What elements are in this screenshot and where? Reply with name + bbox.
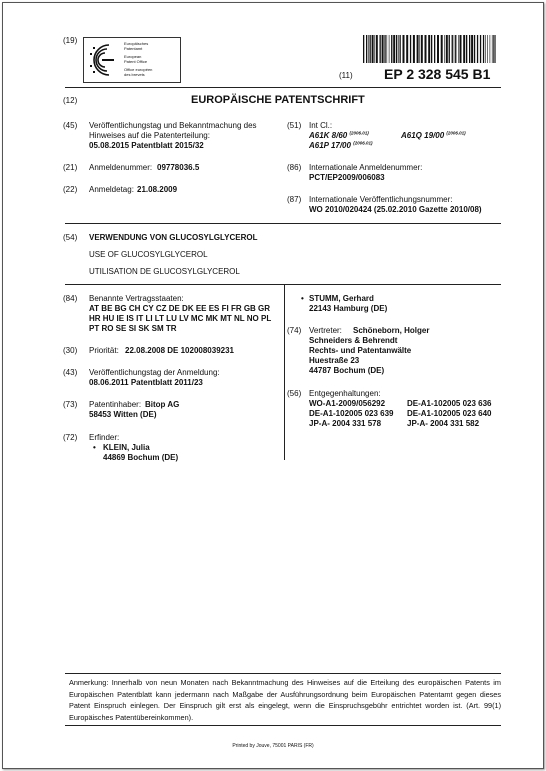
reference-1-2: DE-A1-102005 023 636 <box>407 399 492 408</box>
representative-line1: Schöneborn, Holger <box>353 326 430 335</box>
reference-2-2: DE-A1-102005 023 640 <box>407 409 492 418</box>
app-publication-value: 08.06.2011 Patentblatt 2011/23 <box>89 378 203 387</box>
inventor-bullet: • <box>93 443 96 452</box>
int-cl-2: A61Q 19/00 $^{(2006.01)}$ <box>401 130 466 140</box>
filing-date-label: Anmeldetag: <box>89 185 134 194</box>
priority-value: 22.08.2008 DE 102008039231 <box>125 346 234 355</box>
designated-states-label: Benannte Vertragsstaaten: <box>89 294 184 303</box>
designated-states-line2: HR HU IE IS IT LI LT LU LV MC MK MT NL NO PL <box>89 314 272 323</box>
header-rule <box>65 87 501 88</box>
code-72: (72) <box>63 433 78 442</box>
title-en: USE OF GLUCOSYLGLYCEROL <box>89 250 208 259</box>
int-cl-label: Int Cl.: <box>309 121 333 130</box>
reference-1-1: WO-A1-2009/056292 <box>309 399 386 408</box>
title-top-rule <box>65 223 501 224</box>
grant-label-line2: Hinweises auf die Patenterteilung: <box>89 131 210 140</box>
code-45: (45) <box>63 121 78 130</box>
code-73: (73) <box>63 400 78 409</box>
code-84: (84) <box>63 294 78 303</box>
proprietor-name: Bitop AG <box>145 400 180 409</box>
code-51: (51) <box>287 121 302 130</box>
representative-line4: Huestraße 23 <box>309 356 360 365</box>
intl-application-value: PCT/EP2009/006083 <box>309 173 385 182</box>
code-30: (30) <box>63 346 78 355</box>
inventor-1-address: 44869 Bochum (DE) <box>103 453 179 462</box>
designated-states-line1: AT BE BG CH CY CZ DE DK EE ES FI FR GB GR <box>89 304 271 313</box>
representative-line3: Rechts- und Patentanwälte <box>309 346 412 355</box>
intl-publication-value: WO 2010/020424 (25.02.2010 Gazette 2010/08) <box>309 205 482 214</box>
title-bottom-rule <box>65 284 501 285</box>
note-top-rule <box>65 673 501 674</box>
reference-2-1: DE-A1-102005 023 639 <box>309 409 394 418</box>
document-type: EUROPÄISCHE PATENTSCHRIFT <box>191 94 365 106</box>
application-number-value: 09778036.5 <box>157 163 200 172</box>
note-bottom-rule <box>65 725 501 726</box>
representative-label: Vertreter: <box>309 326 342 335</box>
code-21: (21) <box>63 163 78 172</box>
epo-logo-icon <box>87 41 121 79</box>
office-line-5: Office européen <box>124 67 153 72</box>
representative-line5: 44787 Bochum (DE) <box>309 366 385 375</box>
office-line-6: des brevets <box>124 72 145 77</box>
inventor-2-bullet: • <box>301 294 304 303</box>
office-line-3: European <box>124 54 142 59</box>
column-divider <box>284 284 285 460</box>
office-line-1: Europäisches <box>124 41 149 46</box>
inventor-label: Erfinder: <box>89 433 120 442</box>
code-87: (87) <box>287 195 302 204</box>
code-43: (43) <box>63 368 78 377</box>
proprietor-label: Patentinhaber: <box>89 400 142 409</box>
code-74: (74) <box>287 326 302 335</box>
publication-number: EP 2 328 545 B1 <box>384 66 491 82</box>
app-publication-label: Veröffentlichungstag der Anmeldung: <box>89 368 220 377</box>
grant-label-line1: Veröffentlichungstag und Bekanntmachung des <box>89 121 257 130</box>
reference-3-2: JP-A- 2004 331 582 <box>407 419 480 428</box>
references-label: Entgegenhaltungen: <box>309 389 381 398</box>
code-22: (22) <box>63 185 78 194</box>
printer-line: Printed by Jouve, 75001 PARIS (FR) <box>232 743 314 749</box>
code-56: (56) <box>287 389 302 398</box>
inventor-2-name: STUMM, Gerhard <box>309 294 374 303</box>
grant-date-value: 05.08.2015 Patentblatt 2015/32 <box>89 141 204 150</box>
int-cl-1: A61K 8/60 $^{(2006.01)}$ <box>309 130 369 140</box>
patent-page <box>2 2 544 769</box>
code-11: (11) <box>339 71 353 80</box>
title-de: VERWENDUNG VON GLUCOSYLGLYCEROL <box>89 233 258 242</box>
opposition-note: Anmerkung: Innerhalb von neun Monaten nach Bekanntmachung des Hinweises auf die Erteilung des europäischen Patents im Europäischen Patentblatt kann jedermann nach Maßgabe der Ausführungsordnung beim Europäischen Patentamt gegen dieses Patent Einspruch einlegen. Der Einspruch gilt erst als eingelegt, wenn die Einspruchsgebühr entrichtet worden ist. (Art. 99(1) Europäisches Patentübereinkommen). <box>69 678 501 722</box>
designated-states-line3: PT RO SE SI SK SM TR <box>89 324 177 333</box>
reference-3-1: JP-A- 2004 331 578 <box>309 419 382 428</box>
office-line-2: Patentamt <box>124 46 143 51</box>
code-12: (12) <box>63 96 78 105</box>
code-86: (86) <box>287 163 302 172</box>
inventor-1-name: KLEIN, Julia <box>103 443 150 452</box>
priority-label: Priorität: <box>89 346 119 355</box>
representative-line2: Schneiders & Behrendt <box>309 336 398 345</box>
intl-publication-label: Internationale Veröffentlichungsnummer: <box>309 195 453 204</box>
intl-application-label: Internationale Anmeldenummer: <box>309 163 423 172</box>
int-cl-3: A61P 17/00 $^{(2006.01)}$ <box>309 140 373 150</box>
code-54: (54) <box>63 233 78 242</box>
code-19: (19) <box>63 36 78 45</box>
inventor-2-address: 22143 Hamburg (DE) <box>309 304 388 313</box>
proprietor-address: 58453 Witten (DE) <box>89 410 157 419</box>
office-line-4: Patent Office <box>124 59 148 64</box>
barcode <box>363 35 498 63</box>
title-fr: UTILISATION DE GLUCOSYLGLYCEROL <box>89 267 240 276</box>
application-number-label: Anmeldenummer: <box>89 163 153 172</box>
epo-logo-box <box>83 37 181 83</box>
filing-date-value: 21.08.2009 <box>137 185 178 194</box>
